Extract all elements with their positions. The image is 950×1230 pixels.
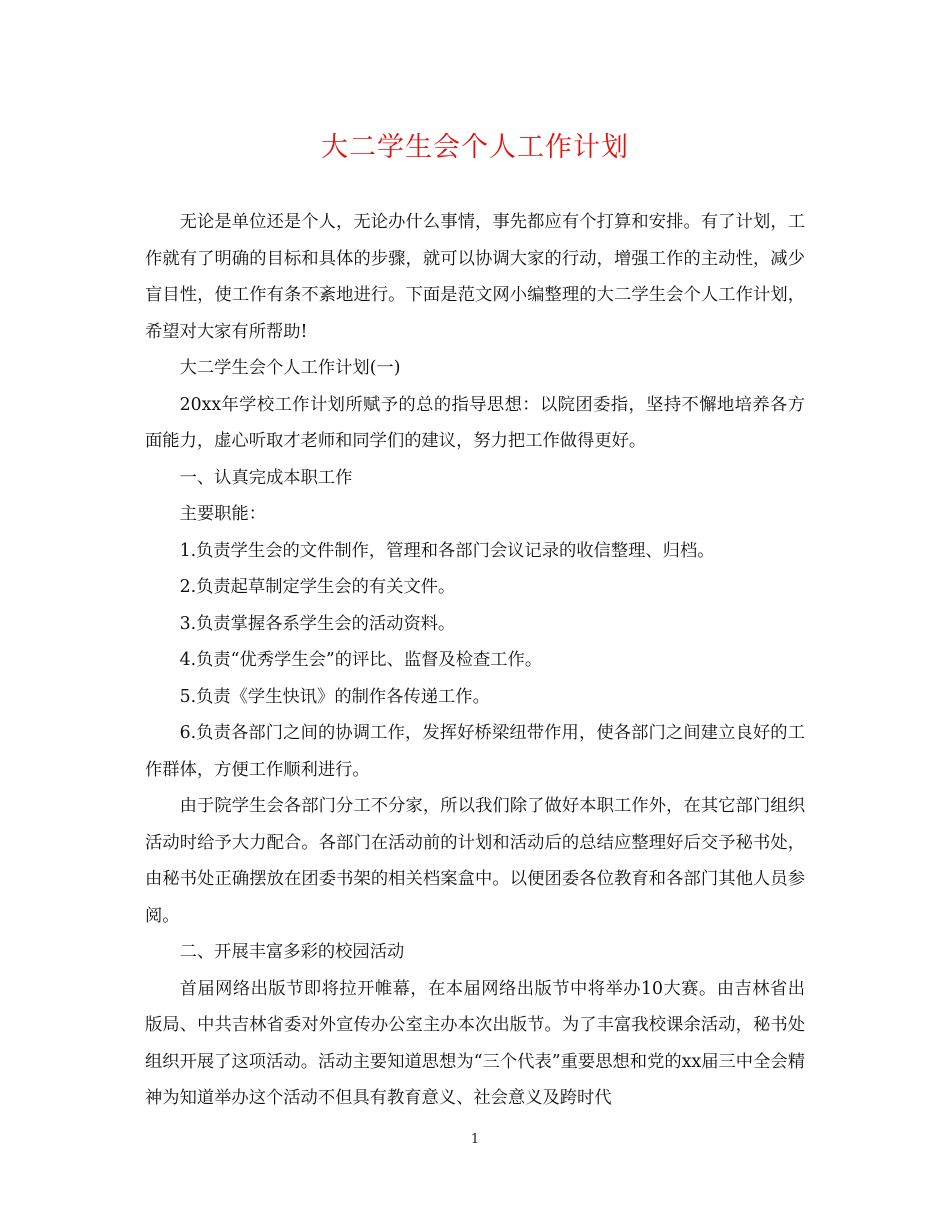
section-heading-activities: 二、开展丰富多彩的校园活动 <box>179 942 405 962</box>
page-number: 1 <box>470 1132 480 1147</box>
cooperation-paragraph: 由于院学生会各部门分工不分家，所以我们除了做好本职工作外，在其它部门组织活动时给予大力配合。各部门在活动前的计划和活动后的总结应整理好后交予秘书处，由秘书处正确摆放在团委书架的相关档案盒中。以便团委各位教育和各部门其他人员参阅。 <box>145 796 805 926</box>
document-body <box>145 204 805 1117</box>
page-title: 大二学生会个人工作计划 <box>321 132 629 163</box>
activities-paragraph: 首届网络出版节即将拉开帷幕，在本届网络出版节中将举办10大赛。由吉林省出版局、中共吉林省委对外宣传办公室主办本次出版节。为了丰富我校课余活动，秘书处组织开展了这项活动。活动主要知道思想为“三个代表”重要思想和党的xx届三中全会精神为知道举办这个活动不但具有教育意义、社会意义及跨时代 <box>145 978 805 1108</box>
guiding-thought-paragraph: 20xx年学校工作计划所赋予的总的指导思想：以院团委指，坚持不懈地培养各方面能力，虚心听取才老师和同学们的建议，努力把工作做得更好。 <box>145 394 805 451</box>
list-item: 1.负责学生会的文件制作，管理和各部门会议记录的收信整理、归档。 <box>179 540 715 561</box>
list-item: 6.负责各部门之间的协调工作，发挥好桥梁纽带作用，使各部门之间建立良好的工作群体，方便工作顺利进行。 <box>145 723 805 780</box>
list-item: 4.负责“优秀学生会”的评比、监督及检查工作。 <box>179 650 543 670</box>
list-item: 2.负责起草制定学生会的有关文件。 <box>179 577 456 597</box>
section-heading-duties: 一、认真完成本职工作 <box>179 467 353 488</box>
main-functions-label: 主要职能： <box>179 504 267 524</box>
list-item: 5.负责《学生快讯》的制作各传递工作。 <box>179 686 490 707</box>
list-item: 3.负责掌握各系学生会的活动资料。 <box>179 613 456 634</box>
intro-paragraph: 无论是单位还是个人，无论办什么事情，事先都应有个打算和安排。有了计划，工作就有了明确的目标和具体的步骤，就可以协调大家的行动，增强工作的主动性，减少盲目性，使工作有条不紊地进行。下面是范文网小编整理的大二学生会个人工作计划，希望对大家有所帮助! <box>145 212 805 342</box>
section-heading-plan-one: 大二学生会个人工作计划(一) <box>179 358 401 378</box>
